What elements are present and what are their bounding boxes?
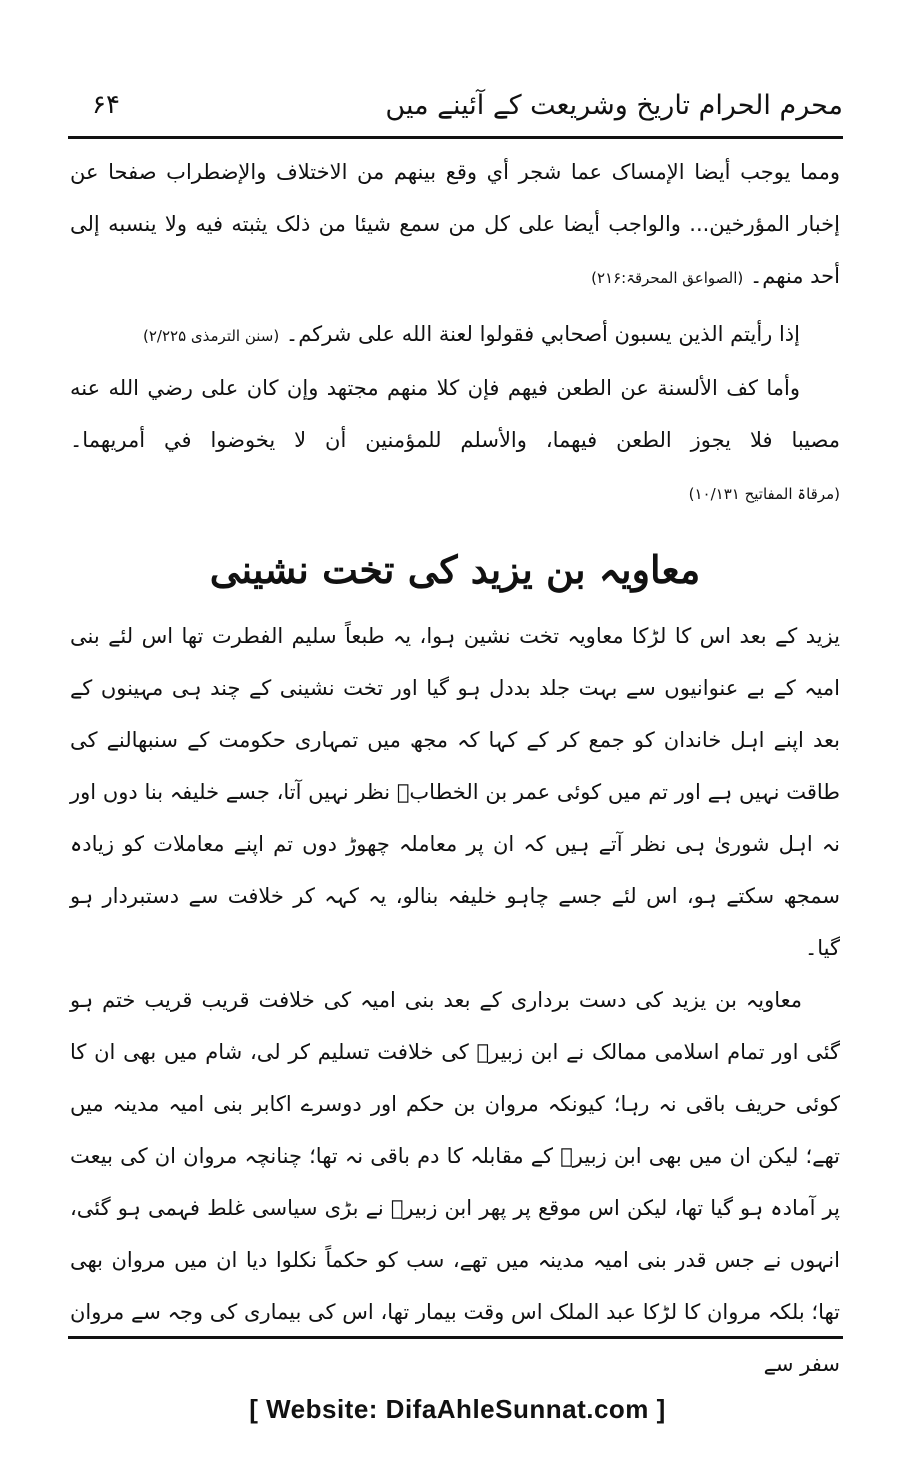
arabic-quote-text: ومما يوجب أيضا الإمساک عما شجر أي وقع بينهم من الاختلاف والإضطراب صفحا عن إخبار المؤرخين... والواجب أيضا على كل من سمع شيئا من ذلک يثبته فيه ولا ينسبه إلى أحد منهم۔ [70, 160, 840, 288]
arabic-quote-text: وأما كف الألسنة عن الطعن فيهم فإن كلا منهم مجتهد وإن كان على رضي الله عنه مصيبا فلا يجوز الطعن فيهما، والأسلم للمؤمنين أن لا يخوضوا في أمريهما۔ [70, 376, 840, 452]
running-title: محرم الحرام تاریخ وشریعت کے آئینے میں [385, 90, 843, 121]
arabic-quote-3 [70, 362, 840, 520]
section-heading: معاویہ بن یزید کی تخت نشینی [209, 547, 701, 592]
footer-rule [68, 1336, 843, 1339]
arabic-quote-1 [70, 146, 840, 304]
citation-reference: (مرقاۃ المفاتیح ۱۰/۱۳۱) [688, 485, 840, 503]
urdu-paragraph-2: معاویہ بن یزید کی دست برداری کے بعد بنی امیہ کی خلافت قریب قریب ختم ہو گئی اور تمام اسلامی ممالک نے ابن زبیرؓ کی خلافت تسلیم کر لی، شام میں بھی ان کا کوئی حریف باقی نہ رہا؛ کیونکہ مروان بن حکم اور دوسرے اکابر بنی امیہ مدینہ میں تھے؛ لیکن ان میں بھی ابن زبیرؓ کے مقابلہ کا دم باقی نہ تھا؛ چنانچہ مروان ان کی بیعت پر آمادہ ہو گیا تھا، لیکن اس موقع پر پھر ابن زبیرؓ نے بڑی سیاسی غلط فہمی ہو گئی، انہوں نے جس قدر بنی امیہ مدینہ میں تھے، سب کو حکماً نکلوا دیا ان میں مروان بھی تھا؛ بلکہ مروان کا لڑکا عبد الملک اس وقت بیمار تھا، اس کی بیماری کی وجہ سے مروان سفر سے [70, 988, 840, 1376]
page-body [70, 146, 840, 1390]
arabic-quote-text: إذا رأيتم الذين يسبون أصحابي فقولوا لعنة الله على شركم۔ [285, 322, 800, 346]
citation-reference: (سنن الترمذی ۲/۲۲۵) [142, 327, 280, 345]
citation-reference: (الصواعق المحرقۃ:۲۱۶) [591, 269, 744, 287]
page-header [68, 86, 843, 134]
header-rule [68, 136, 843, 139]
page-number: ۶۴ [92, 90, 120, 120]
arabic-quote-2 [70, 308, 840, 362]
website-footer: [ Website: DifaAhleSunnat.com ] [249, 1394, 666, 1424]
urdu-paragraph-1: یزید کے بعد اس کا لڑکا معاویہ تخت نشین ہوا، یہ طبعاً سلیم الفطرت تھا اس لئے بنی امیہ کے بے عنوانیوں سے بہت جلد بددل ہو گیا اور تخت نشینی کے چند ہی مہینوں کے بعد اپنے اہل خاندان کو جمع کر کے کہا کہ مجھ میں تمہاری حکومت کے سنبھالنے کی طاقت نہیں ہے اور تم میں کوئی عمر بن الخطابؓ نظر نہیں آتا، جسے خلیفہ بنا دوں اور نہ اہل شوریٰ ہی نظر آتے ہیں کہ ان پر معاملہ چھوڑ دوں تم اپنے معاملات کو زیادہ سمجھ سکتے ہو، اس لئے جسے چاہو خلیفہ بنالو، یہ کہہ کر خلافت سے دستبردار ہو گیا۔ [70, 624, 840, 960]
